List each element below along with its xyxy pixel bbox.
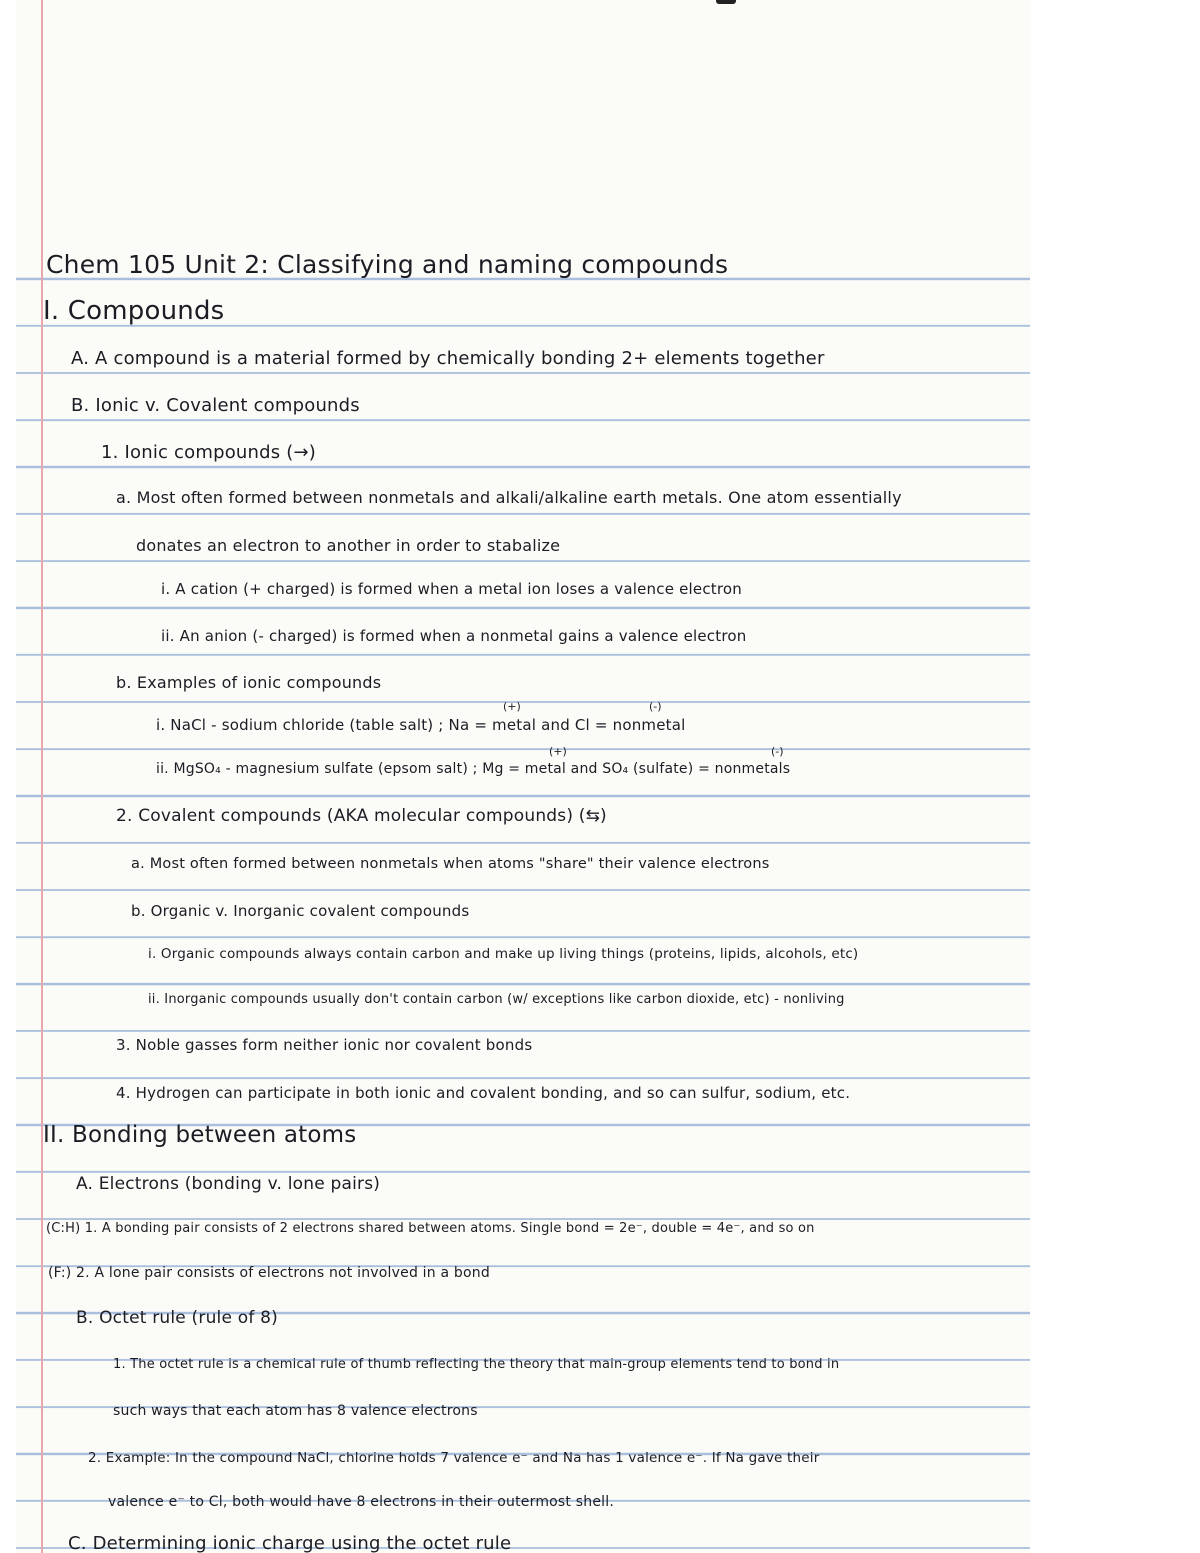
note-line: i. A cation (+ charged) is formed when a metal ion loses a valence electron [161,580,742,598]
charge-label: (-) [649,700,662,713]
charge-label: (+) [549,745,567,758]
charge-label: (+) [503,700,521,713]
heading-bonding: II. Bonding between atoms [43,1122,357,1148]
note-line: 2. Covalent compounds (AKA molecular compounds) (⇆) [116,806,607,826]
note-line: ii. Inorganic compounds usually don't contain carbon (w/ exceptions like carbon dioxide, etc) - nonliving [148,992,845,1007]
note-line: b. Examples of ionic compounds [116,673,382,692]
binder-clip [716,0,736,4]
note-line: such ways that each atom has 8 valence electrons [113,1403,478,1419]
page-title: Chem 105 Unit 2: Classifying and naming compounds [46,250,729,279]
note-line: i. NaCl - sodium chloride (table salt) ; Na = metal and Cl = nonmetal [156,716,686,734]
note-line: b. Organic v. Inorganic covalent compounds [131,902,470,920]
note-line: B. Ionic v. Covalent compounds [71,395,360,416]
note-line: A. A compound is a material formed by chemically bonding 2+ elements together [71,348,825,369]
note-line: 1. The octet rule is a chemical rule of thumb reflecting the theory that main-group elements tend to bond in [113,1357,840,1372]
note-line: ii. An anion (- charged) is formed when a nonmetal gains a valence electron [161,627,747,645]
note-line: 3. Noble gasses form neither ionic nor covalent bonds [116,1036,533,1054]
charge-label: (-) [771,745,784,758]
note-line: (C:H) 1. A bonding pair consists of 2 electrons shared between atoms. Single bond = 2e⁻, double = 4e⁻, and so on [46,1221,815,1236]
notebook-page [16,0,1030,1553]
note-line: 2. Example: In the compound NaCl, chlorine holds 7 valence e⁻ and Na has 1 valence e⁻. If Na gave their [88,1450,820,1466]
note-line: 4. Hydrogen can participate in both ionic and covalent bonding, and so can sulfur, sodium, etc. [116,1084,851,1102]
note-line: 1. Ionic compounds (→) [101,442,316,463]
note-line: C. Determining ionic charge using the octet rule [68,1533,512,1553]
margin-line [41,0,43,1553]
note-line: a. Most often formed between nonmetals and alkali/alkaline earth metals. One atom essentially [116,488,902,507]
note-line: i. Organic compounds always contain carbon and make up living things (proteins, lipids, alcohols, etc) [148,946,859,962]
note-line: a. Most often formed between nonmetals when atoms "share" their valence electrons [131,856,770,872]
note-line: valence e⁻ to Cl, both would have 8 electrons in their outermost shell. [108,1494,614,1510]
note-line: B. Octet rule (rule of 8) [76,1308,278,1328]
heading-compounds: I. Compounds [43,296,225,326]
note-line: (F:) 2. A lone pair consists of electrons not involved in a bond [48,1265,490,1281]
note-line: ii. MgSO₄ - magnesium sulfate (epsom salt) ; Mg = metal and SO₄ (sulfate) = nonmetals [156,761,791,777]
page-top-margin [16,0,1030,270]
note-line: A. Electrons (bonding v. lone pairs) [76,1174,381,1194]
note-line: donates an electron to another in order to stabalize [136,536,561,555]
